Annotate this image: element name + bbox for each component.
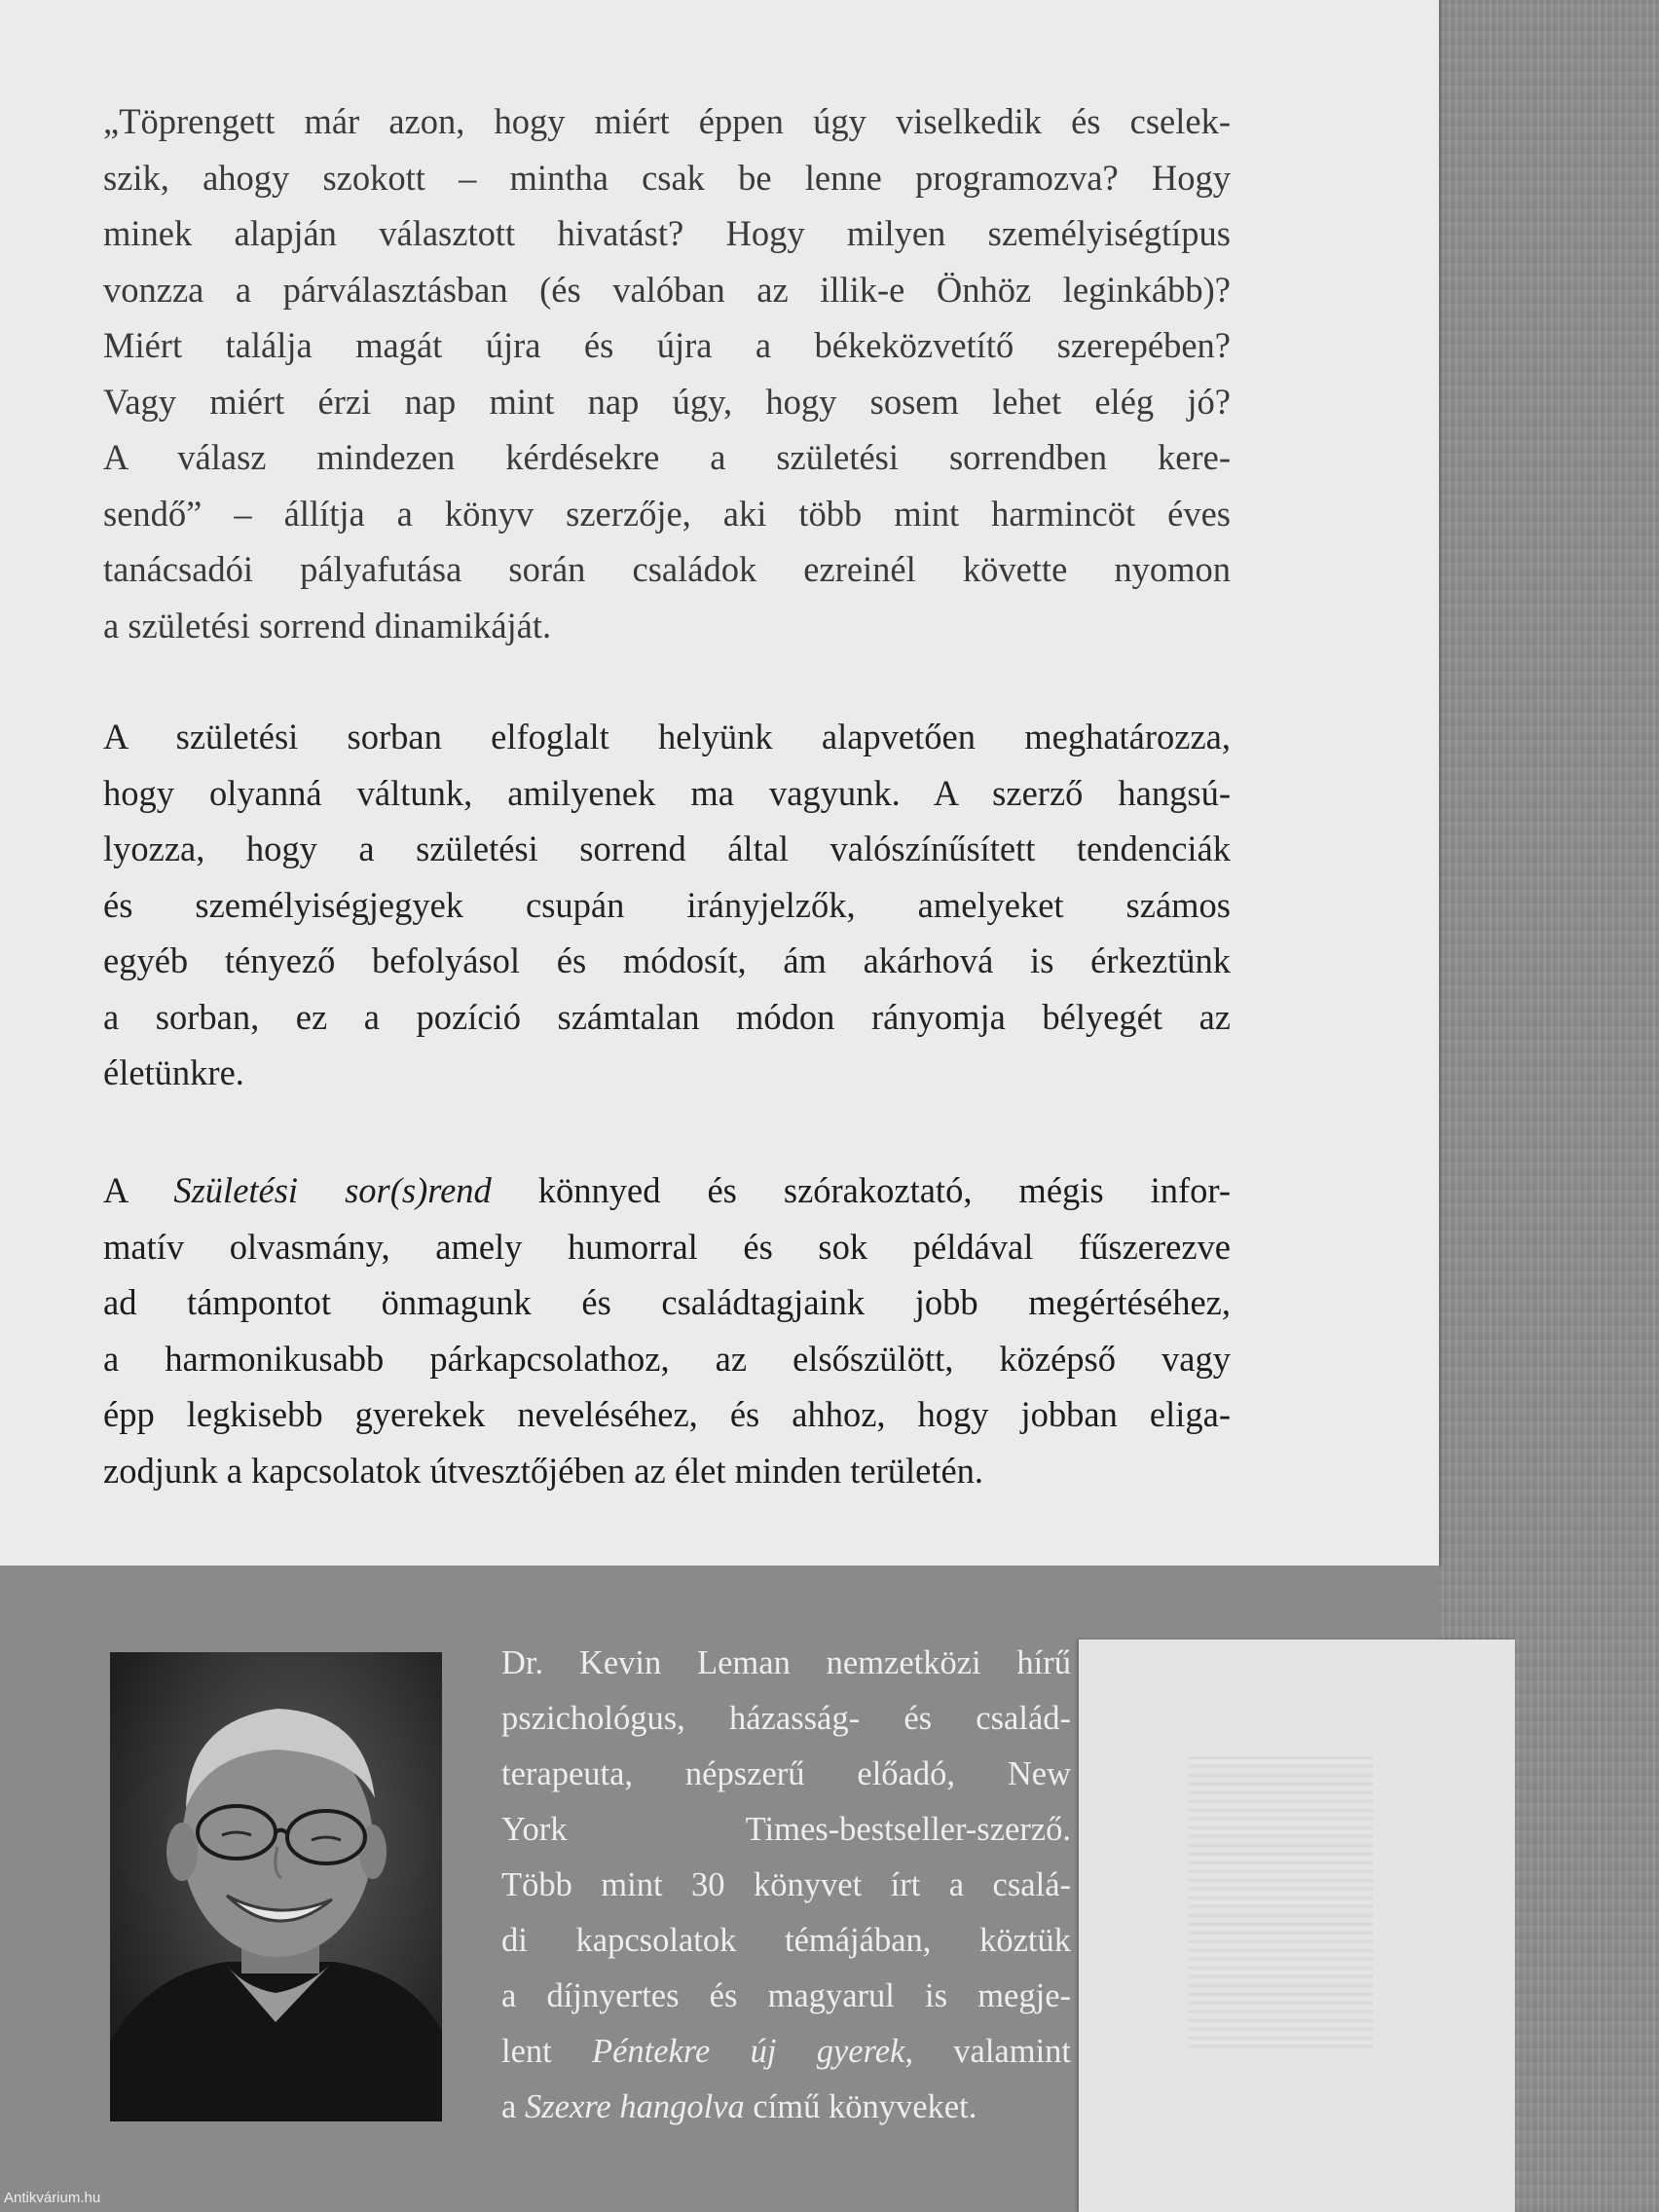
text-line: matív olvasmány, amely humorral és sok példával fűszerezve <box>103 1226 1231 1267</box>
text-line: szik, ahogy szokott – mintha csak be lenne programozva? Hogy <box>103 157 1231 198</box>
watermark: Antikvárium.hu <box>4 2190 101 2206</box>
text-line: egyéb tényező befolyásol és módosít, ám akárhová is érkeztünk <box>103 940 1231 980</box>
text-line: Miért találja magát újra és újra a békeközvetítő szerepében? <box>103 325 1231 365</box>
text-line <box>501 2024 1071 2080</box>
text-fragment: könnyed és szórakoztató, mégis infor- <box>491 1170 1231 1210</box>
text-line: Vagy miért érzi nap mint nap úgy, hogy sosem lehet elég jó? <box>103 381 1231 422</box>
text-line: lyozza, hogy a születési sorrend által valószínűsített tendenciák <box>103 829 1231 868</box>
author-bio <box>501 1636 1071 2135</box>
text-line: a születési sorrend dinamikáját. <box>103 605 552 645</box>
text-line: életünkre. <box>103 1052 244 1092</box>
text-fragment: valamint <box>913 2033 1071 2070</box>
author-portrait-drawing <box>110 1652 442 2121</box>
blurb-paragraph-1 <box>103 93 1231 653</box>
text-line: Több mint 30 könyvet írt a csalá- <box>501 1866 1071 1903</box>
text-line: ad támpontot önmagunk és családtagjaink jobb megértéséhez, <box>103 1282 1231 1322</box>
text-line: tanácsadói pályafutása során családok ezreinél követte nyomon <box>103 549 1231 589</box>
text-line <box>501 2080 1071 2135</box>
text-line: di kapcsolatok témájában, köztük <box>501 1922 1071 1959</box>
book-title: Születési sor(s)rend <box>173 1170 492 1210</box>
text-line: és személyiségjegyek csupán irányjelzők, amelyeket számos <box>103 884 1231 925</box>
text-line: hogy olyanná váltunk, amilyenek ma vagyunk. A szerző hangsú- <box>103 772 1231 813</box>
text-fragment: című könyveket. <box>744 2088 977 2125</box>
text-line: minek alapján választott hivatást? Hogy milyen személyiségtípus <box>103 213 1231 253</box>
text-line: terapeuta, népszerű előadó, New <box>501 1755 1071 1792</box>
text-line: a díjnyertes és magyarul is megje- <box>501 1977 1071 2014</box>
text-line: pszichológus, házasság- és család- <box>501 1700 1071 1737</box>
text-line: Dr. Kevin Leman nemzetközi hírű <box>501 1644 1071 1681</box>
blurb-paragraph-3 <box>103 1162 1231 1498</box>
text-line <box>103 1162 1231 1219</box>
text-fragment: lent <box>501 2033 593 2070</box>
text-line: A válasz mindezen kérdésekre a születési sorrendben kere- <box>103 437 1231 477</box>
barcode-sticker <box>1079 1640 1515 2212</box>
text-line: a harmonikusabb párkapcsolathoz, az elsőszülött, középső vagy <box>103 1338 1231 1379</box>
text-line: épp legkisebb gyerekek neveléséhez, és ahhoz, hogy jobban eliga- <box>103 1394 1231 1434</box>
author-portrait <box>110 1652 442 2121</box>
text-fragment: a <box>501 2088 525 2125</box>
text-fragment: A <box>103 1170 174 1210</box>
text-line: A születési sorban elfoglalt helyünk alapvetően meghatározza, <box>103 717 1231 756</box>
text-line: sendő” – állítja a könyv szerzője, aki több mint harmincöt éves <box>103 493 1231 534</box>
book-title: Szexre hangolva <box>524 2088 745 2125</box>
text-line: a sorban, ez a pozíció számtalan módon rányomja bélyegét az <box>103 996 1231 1037</box>
text-line: York Times-bestseller-szerző. <box>501 1811 1071 1848</box>
book-title: Péntekre új gyerek, <box>592 2033 913 2070</box>
barcode-shadow <box>1188 1756 1373 2048</box>
text-line: vonzza a párválasztásban (és valóban az illik-e Önhöz leginkább)? <box>103 269 1231 310</box>
text-line: „Töprengett már azon, hogy miért éppen úgy viselkedik és cselek- <box>103 101 1231 141</box>
text-line: zodjunk a kapcsolatok útvesztőjében az élet minden területén. <box>103 1450 984 1491</box>
blurb-paragraph-2 <box>103 709 1231 1101</box>
